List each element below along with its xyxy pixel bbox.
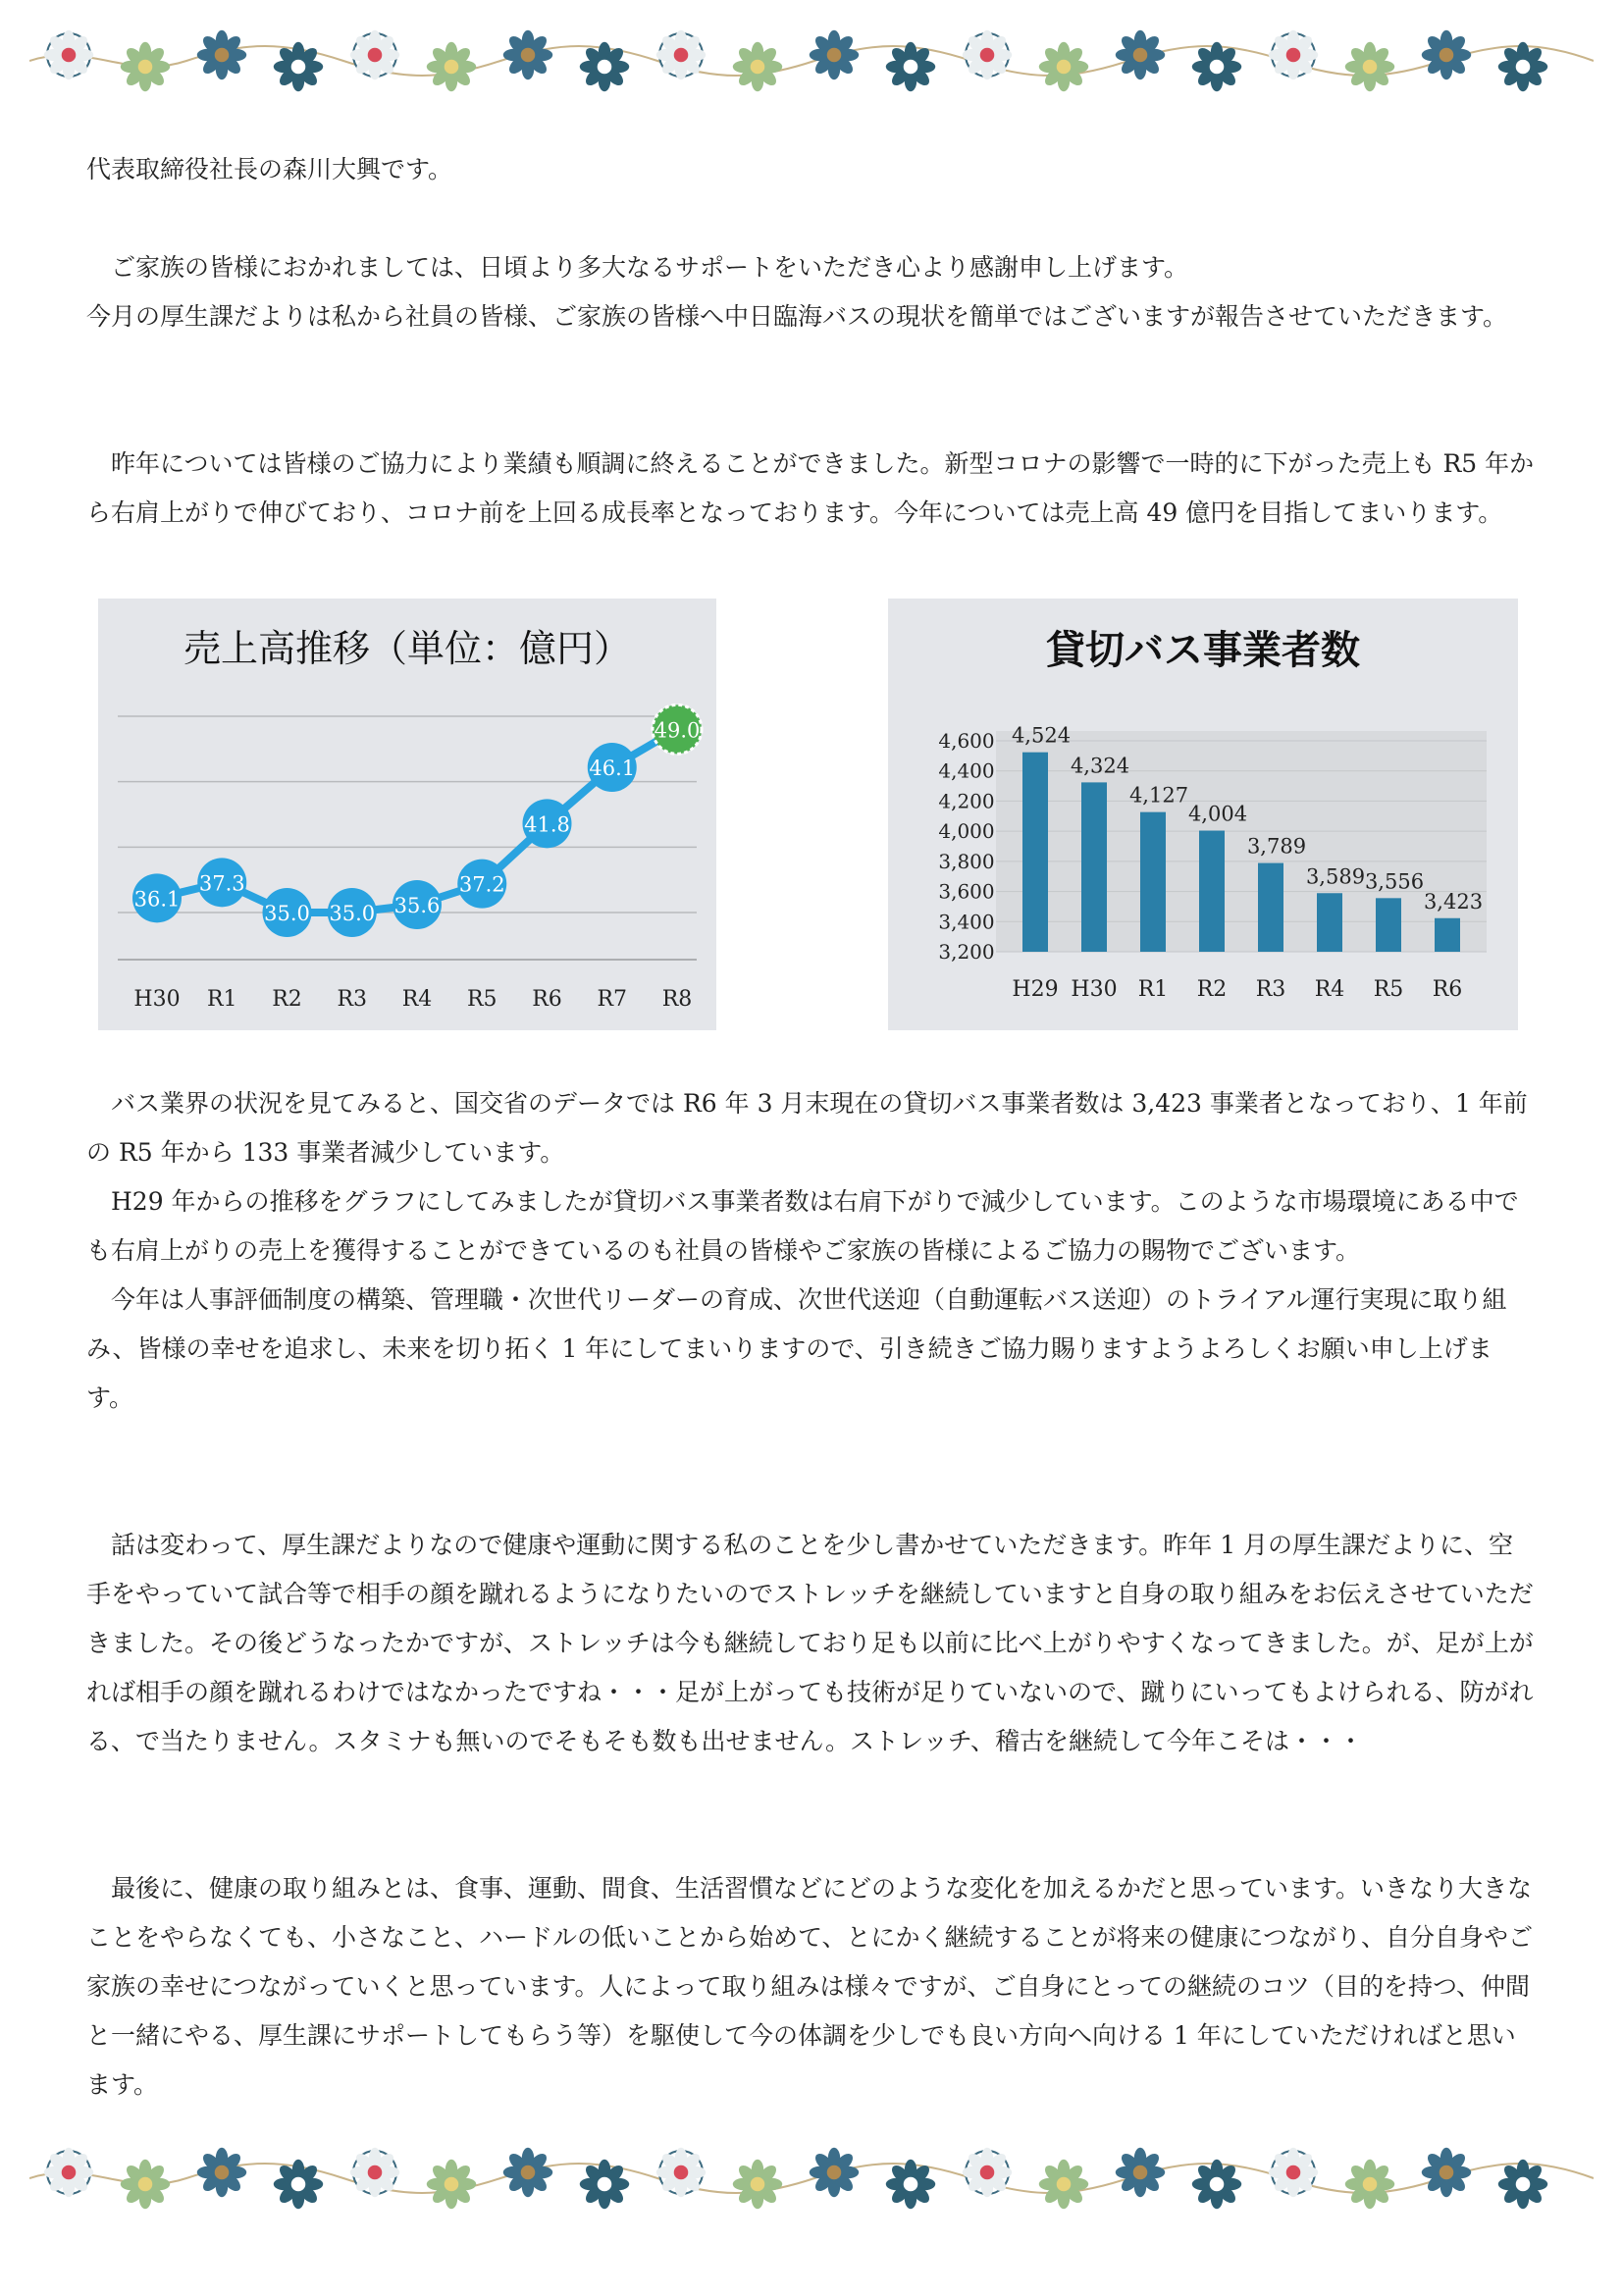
star-flower-icon: [886, 42, 935, 91]
green-flower-icon: [1345, 42, 1394, 91]
bus-x-tick: H29: [1012, 977, 1059, 1002]
sales-value-label: 36.1: [133, 887, 181, 912]
bus-bar: [1199, 831, 1225, 952]
white-flower-icon: [350, 2148, 399, 2197]
bus-x-tick: R6: [1432, 977, 1463, 1002]
sales-chart-title: 売上高推移（単位：億円）: [183, 627, 632, 670]
flower-center: [291, 60, 306, 75]
paragraph-intro: [86, 145, 1537, 194]
sales-value-label: 35.0: [329, 902, 376, 925]
industry-text-3: 今年は人事評価制度の構築、管理職・次世代リーダーの育成、次世代送迎（自動運転バス送迎）のトライアル運行実現に取り組み、皆様の幸せを追求し、未来を切り拓く 1 年にしてまいりますので、引き続きご協力賜りますようよろしくお願い申し上げます。: [86, 1285, 1507, 1412]
bus-x-tick: R3: [1255, 977, 1286, 1002]
bus-bar: [1140, 812, 1166, 952]
bus-bar: [1081, 782, 1107, 952]
flower-center: [1363, 2177, 1378, 2192]
bus-x-tick: H30: [1071, 977, 1118, 1002]
star-flower-icon: [580, 42, 629, 91]
white-flower-icon: [350, 30, 399, 79]
bus-bar: [1376, 898, 1401, 952]
green-flower-icon: [121, 42, 170, 91]
blue-flower-icon: [1116, 30, 1165, 79]
flower-center: [215, 48, 230, 63]
blue-flower-icon: [810, 2148, 859, 2197]
floral-border-bottom: [29, 2139, 1594, 2218]
health-text: 最後に、健康の取り組みとは、食事、運動、間食、生活習慣などにどのような変化を加えるかだと思っています。いきなり大きなことをやらなくても、小さなこと、ハードルの低いことから始めて、とにかく継続することが将来の健康につながり、自分自身やご家族の幸せにつながっていくと思っています。人によって取り組みは様々ですが、ご自身にとっての継続のコツ（目的を持つ、仲間と一緒にやる、厚生課にサポートしてもらう等）を駆使して今の体調を少しでも良い方向へ向ける 1 年にしていただければと思います。: [86, 1874, 1534, 2099]
bus-y-tick: 3,200: [938, 940, 995, 964]
sales-x-tick: R3: [337, 987, 368, 1012]
bus-y-tick: 3,800: [938, 849, 995, 873]
green-flower-icon: [427, 42, 476, 91]
white-flower-icon: [963, 30, 1012, 79]
green-flower-icon: [427, 2160, 476, 2209]
bus-value-label: 4,127: [1128, 783, 1189, 808]
flower-center: [904, 2177, 918, 2192]
white-flower-icon: [44, 30, 93, 79]
bus-value-label: 3,556: [1364, 869, 1425, 894]
white-flower-icon: [1269, 30, 1318, 79]
bus-x-tick: R5: [1373, 977, 1404, 1002]
bus-y-tick: 4,200: [938, 789, 995, 813]
flower-center: [751, 2177, 765, 2192]
white-flower-icon: [963, 2148, 1012, 2197]
white-flower-icon: [656, 30, 706, 79]
sales-value-label: 35.6: [393, 894, 441, 917]
bus-bar: [1258, 863, 1283, 952]
bus-y-tick: 3,600: [938, 879, 995, 904]
blue-flower-icon: [503, 2148, 552, 2197]
blue-flower-icon: [503, 30, 552, 79]
bus-value-label: 4,004: [1187, 802, 1248, 826]
green-flower-icon: [121, 2160, 170, 2209]
bus-x-tick: R1: [1137, 977, 1169, 1002]
sales-x-tick: R6: [532, 987, 562, 1012]
sales-x-tick: H30: [133, 987, 181, 1012]
sales-value-label: 37.2: [458, 872, 505, 897]
industry-text-1: バス業界の状況を見てみると、国交省のデータでは R6 年 3 月末現在の貸切バス事業者数は 3,423 事業者となっており、1 年前の R5 年から 133 事業者減少しています。: [86, 1089, 1528, 1167]
green-flower-icon: [1039, 42, 1088, 91]
blue-flower-icon: [1422, 30, 1471, 79]
sales-value-label: 35.0: [264, 902, 310, 925]
flower-center: [445, 2177, 459, 2192]
star-flower-icon: [886, 2160, 935, 2209]
sales-value-label: 41.8: [524, 812, 570, 837]
bus-value-label: 3,789: [1246, 834, 1307, 859]
results-text: 昨年については皆様のご協力により業績も順調に終えることができました。新型コロナの影響で一時的に下がった売上も R5 年から右肩上がりで伸びており、コロナ前を上回る成長率となっております。今年については売上高 49 億円を目指してまいります。: [86, 449, 1535, 527]
white-flower-icon: [1269, 2148, 1318, 2197]
bus-x-tick: R4: [1314, 977, 1345, 1002]
flower-center: [904, 60, 918, 75]
flower-center: [1057, 60, 1072, 75]
flower-center: [980, 48, 995, 63]
bus-value-label: 4,524: [1011, 723, 1072, 748]
report-line: 今月の厚生課だよりは私から社員の皆様、ご家族の皆様へ中日臨海バスの現状を簡単ではございますが報告させていただきます。: [86, 302, 1508, 331]
bus-bar: [1317, 893, 1342, 952]
sales-value-label: 46.1: [589, 757, 636, 780]
bus-bar: [1435, 918, 1460, 952]
sales-value-label: 49.0: [654, 718, 701, 743]
intro-line: 代表取締役社長の森川大興です。: [86, 155, 453, 183]
star-flower-icon: [1498, 2160, 1547, 2209]
flower-center: [674, 2166, 689, 2180]
blue-flower-icon: [1116, 2148, 1165, 2197]
flower-center: [1516, 60, 1531, 75]
white-flower-icon: [656, 2148, 706, 2197]
paragraph-thanks: [86, 243, 1537, 341]
bus-y-tick: 4,400: [938, 758, 995, 783]
flower-center: [1210, 60, 1225, 75]
flower-center: [1440, 2166, 1454, 2180]
bus-chart-title: 貸切バス事業者数: [1046, 628, 1360, 673]
flower-center: [62, 48, 77, 63]
sales-x-tick: R1: [206, 987, 237, 1012]
flower-center: [521, 2166, 536, 2180]
star-flower-icon: [580, 2160, 629, 2209]
star-flower-icon: [1192, 42, 1241, 91]
thanks-line: ご家族の皆様におかれましては、日頃より多大なるサポートをいただき心より感謝申し上げます。: [86, 253, 1189, 282]
star-flower-icon: [1192, 2160, 1241, 2209]
blue-flower-icon: [197, 2148, 246, 2197]
karate-text: 話は変わって、厚生課だよりなので健康や運動に関する私のことを少し書かせていただきます。昨年 1 月の厚生課だよりに、空手をやっていて試合等で相手の顔を蹴れるようになりたいのでストレッチを継続していますと自身の取り組みをお伝えさせていただきました。その後どうなったかですが、ストレッチは今も継続しており足も以前に比べ上がりやすくなってきました。が、足が上がれば相手の顔を蹴れるわけではなかったですね・・・足が上がっても技術が足りていないので、蹴りにいってもよけられる、防がれる、で当たりません。スタミナも無いのでそもそも数も出せません。ストレッチ、稽古を継続して今年こそは・・・: [86, 1531, 1534, 1755]
flower-center: [674, 48, 689, 63]
flower-center: [751, 60, 765, 75]
flower-center: [138, 60, 153, 75]
flower-center: [521, 48, 536, 63]
flower-center: [827, 2166, 842, 2180]
bus-operators-chart: [888, 599, 1518, 1030]
flower-center: [827, 48, 842, 63]
paragraph-industry: [86, 1079, 1537, 1423]
bus-y-tick: 3,400: [938, 910, 995, 934]
blue-flower-icon: [810, 30, 859, 79]
star-flower-icon: [274, 42, 323, 91]
paragraph-karate: [86, 1521, 1537, 1766]
star-flower-icon: [274, 2160, 323, 2209]
bus-value-label: 3,423: [1423, 889, 1484, 913]
sales-x-tick: R4: [401, 987, 433, 1012]
star-flower-icon: [1498, 42, 1547, 91]
flower-center: [1286, 48, 1301, 63]
bus-y-tick: 4,000: [938, 819, 995, 844]
flower-center: [1133, 2166, 1148, 2180]
blue-flower-icon: [1422, 2148, 1471, 2197]
flower-center: [598, 60, 612, 75]
flower-center: [598, 2177, 612, 2192]
bus-x-tick: R2: [1196, 977, 1228, 1002]
flower-center: [368, 2166, 383, 2180]
sales-value-label: 37.3: [198, 871, 245, 896]
flower-center: [1133, 48, 1148, 63]
flower-center: [1440, 48, 1454, 63]
blue-flower-icon: [197, 30, 246, 79]
flower-center: [62, 2166, 77, 2180]
bus-y-tick: 4,600: [938, 729, 995, 753]
sales-x-tick: R7: [597, 987, 628, 1012]
bus-value-label: 4,324: [1070, 754, 1130, 778]
green-flower-icon: [733, 2160, 782, 2209]
sales-x-tick: R5: [466, 987, 497, 1012]
flower-center: [1363, 60, 1378, 75]
floral-border-top: [29, 22, 1594, 100]
paragraph-results: [86, 440, 1537, 538]
flower-center: [1210, 2177, 1225, 2192]
flower-center: [291, 2177, 306, 2192]
sales-x-tick: R2: [272, 987, 302, 1012]
green-flower-icon: [733, 42, 782, 91]
flower-center: [445, 60, 459, 75]
white-flower-icon: [44, 2148, 93, 2197]
sales-chart: [98, 599, 716, 1030]
flower-center: [1057, 2177, 1072, 2192]
paragraph-health: [86, 1864, 1537, 2110]
sales-x-tick: R8: [661, 987, 693, 1012]
flower-center: [368, 48, 383, 63]
flower-center: [138, 2177, 153, 2192]
industry-text-2: H29 年からの推移をグラフにしてみましたが貸切バス事業者数は右肩下がりで減少しています。このような市場環境にある中でも右肩上がりの売上を獲得することができているのも社員の皆様やご家族の皆様によるご協力の賜物でございます。: [86, 1187, 1519, 1265]
green-flower-icon: [1345, 2160, 1394, 2209]
green-flower-icon: [1039, 2160, 1088, 2209]
bus-bar: [1022, 753, 1048, 952]
flower-center: [980, 2166, 995, 2180]
bus-value-label: 3,589: [1305, 864, 1366, 889]
flower-center: [1286, 2166, 1301, 2180]
flower-center: [1516, 2177, 1531, 2192]
flower-center: [215, 2166, 230, 2180]
